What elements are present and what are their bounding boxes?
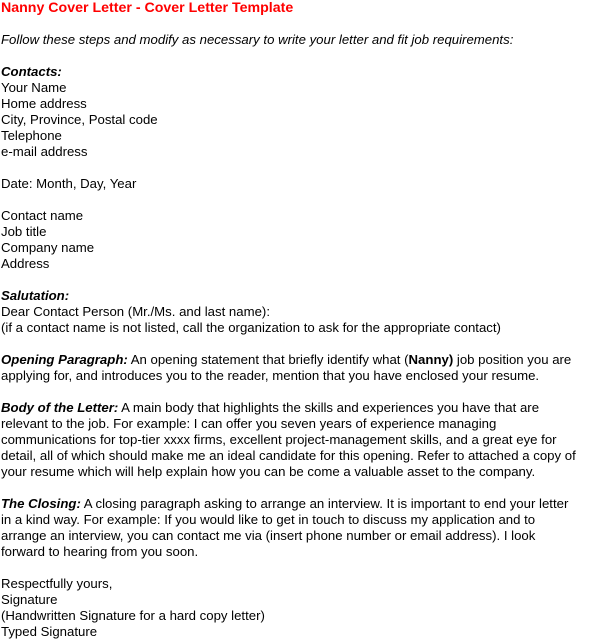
closing-line: arrange an interview, you can contact me via (insert phone number or email address). I look: [1, 528, 536, 543]
body-section: [1, 400, 598, 480]
salutation-line: Dear Contact Person (Mr./Ms. and last name):: [1, 304, 270, 319]
contacts-line: Home address: [1, 96, 87, 111]
spacer: [1, 48, 598, 64]
recipient-line: Job title: [1, 224, 47, 239]
spacer: [1, 480, 598, 496]
body-heading: Body of the Letter:: [1, 400, 119, 415]
opening-text-rest: job position you are: [453, 352, 572, 367]
signoff-line: Typed Signature: [1, 624, 98, 639]
spacer: [1, 384, 598, 400]
date-section: [1, 176, 598, 192]
recipient-line: Company name: [1, 240, 95, 255]
opening-line: applying for, and introduces you to the reader, mention that you have enclosed your resume.: [1, 368, 540, 383]
opening-line: [1, 352, 598, 368]
contacts-line: Your Name: [1, 80, 67, 95]
recipient-section: [1, 208, 598, 272]
spacer: [1, 192, 598, 208]
intro-text: Follow these steps and modify as necessary to write your letter and fit job requirements:: [1, 32, 514, 47]
contacts-line: Telephone: [1, 128, 62, 143]
body-line: detail, all of which should make me an ideal candidate for this opening. Refer to attached a copy of: [1, 448, 576, 463]
signoff-line: Signature: [1, 592, 58, 607]
page-title: Nanny Cover Letter - Cover Letter Template: [1, 0, 294, 16]
signoff-section: [1, 576, 598, 640]
signoff-line: (Handwritten Signature for a hard copy letter): [1, 608, 265, 623]
opening-text: An opening statement that briefly identify what (: [127, 352, 409, 367]
salutation-line: (if a contact name is not listed, call the organization to ask for the appropriate contact): [1, 320, 501, 335]
closing-line: forward to hearing from you soon.: [1, 544, 199, 559]
body-line: [1, 400, 598, 416]
body-line: communications for top-tier xxxx firms, excellent project-management skills, and a great eye for: [1, 432, 557, 447]
date-line: Date: Month, Day, Year: [1, 176, 137, 191]
spacer: [1, 336, 598, 352]
closing-heading: The Closing:: [1, 496, 81, 511]
contacts-line: City, Province, Postal code: [1, 112, 158, 127]
body-text: A main body that highlights the skills and experiences you have that are: [118, 400, 540, 415]
signoff-line: Respectfully yours,: [1, 576, 113, 591]
body-line: relevant to the job. For example: I can offer you seven years of experience managing: [1, 416, 497, 431]
recipient-line: Contact name: [1, 208, 84, 223]
closing-section: [1, 496, 598, 560]
spacer: [1, 272, 598, 288]
salutation-section: [1, 288, 598, 336]
opening-bold-role: Nanny): [408, 352, 454, 367]
contacts-heading: Contacts:: [1, 64, 62, 79]
recipient-line: Address: [1, 256, 50, 271]
opening-heading: Opening Paragraph:: [1, 352, 128, 367]
closing-line: [1, 496, 598, 512]
spacer: [1, 560, 598, 576]
salutation-heading: Salutation:: [1, 288, 70, 303]
opening-section: [1, 352, 598, 384]
contacts-section: [1, 64, 598, 160]
body-line: your resume which will help explain how you can be come a valuable asset to the company.: [1, 464, 536, 479]
closing-text: A closing paragraph asking to arrange an interview. It is important to end your letter: [80, 496, 569, 511]
spacer: [1, 160, 598, 176]
closing-line: in a kind way. For example: If you would like to get in touch to discuss my application and to: [1, 512, 536, 527]
contacts-line: e-mail address: [1, 144, 88, 159]
